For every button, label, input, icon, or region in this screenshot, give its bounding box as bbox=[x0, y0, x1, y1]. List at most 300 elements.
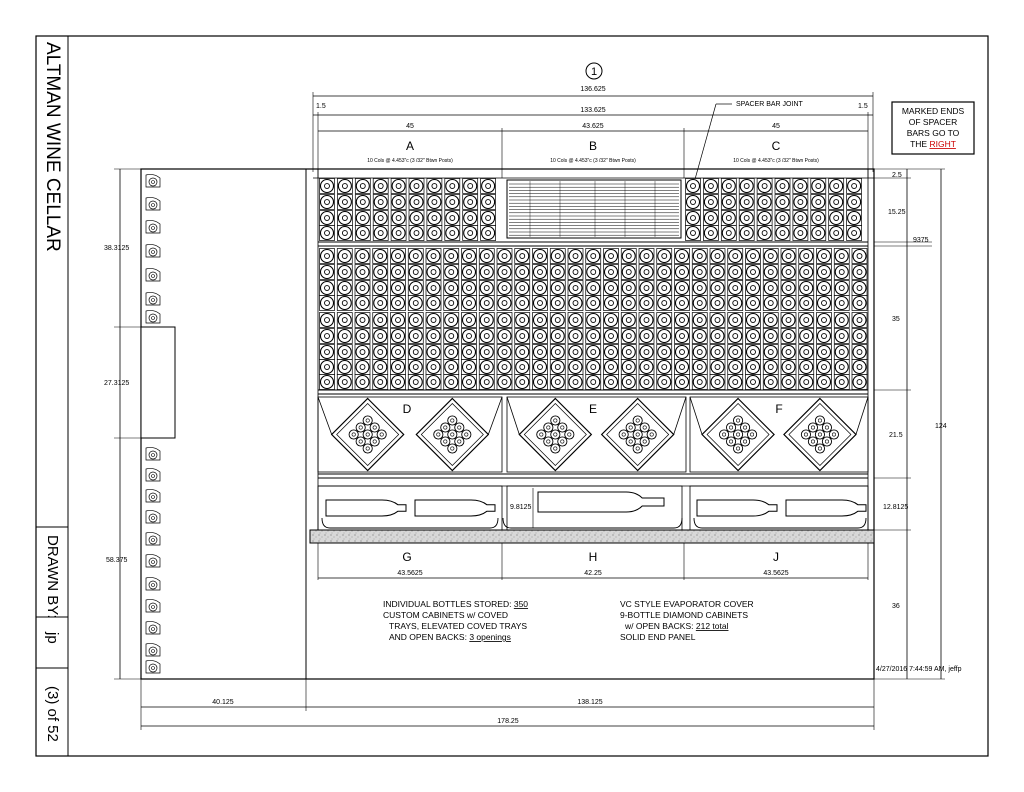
bottle-cell bbox=[550, 265, 565, 280]
diamond-bottle-neck bbox=[554, 419, 557, 422]
bottle-cell bbox=[355, 313, 370, 328]
bottle-cell bbox=[604, 375, 619, 390]
diamond-bottle bbox=[815, 430, 824, 439]
bottle-cell bbox=[373, 179, 388, 194]
bottle-cell bbox=[444, 345, 459, 360]
bottle-cell bbox=[586, 313, 601, 328]
diamond-bottle-neck bbox=[366, 447, 369, 450]
bottle-cell bbox=[852, 249, 867, 264]
bottle-cell bbox=[355, 179, 370, 194]
diamond-bottle-neck bbox=[629, 440, 632, 443]
bottle-cell bbox=[337, 211, 352, 226]
bottle-cell bbox=[793, 211, 808, 226]
diamond-bottle bbox=[441, 437, 450, 446]
bottle-cell bbox=[337, 296, 352, 311]
bottle-cell bbox=[763, 265, 778, 280]
diamond-inner bbox=[421, 404, 483, 466]
bottle-cell bbox=[757, 226, 772, 241]
bottle-cell bbox=[710, 265, 725, 280]
bottle-cell bbox=[355, 249, 370, 264]
horizontal-bottle bbox=[697, 500, 777, 516]
note-left-line-1-text: INDIVIDUAL BOTTLES STORED: bbox=[383, 599, 514, 609]
dim-right-r5: 12.8125 bbox=[883, 504, 909, 511]
bottle-cell bbox=[408, 375, 423, 390]
bottle-cell bbox=[515, 281, 530, 296]
bottle-cell bbox=[817, 249, 832, 264]
tray-cove bbox=[694, 518, 866, 528]
bottle-cell bbox=[479, 281, 494, 296]
bottle-cell bbox=[657, 249, 672, 264]
bottle-cell bbox=[847, 211, 862, 226]
bottle-cell bbox=[710, 375, 725, 390]
bottle-cell bbox=[834, 265, 849, 280]
bottle-cell bbox=[515, 360, 530, 375]
diamond-bottle bbox=[455, 423, 464, 432]
diamond-bottle-neck bbox=[458, 426, 461, 429]
bottle-cell bbox=[657, 296, 672, 311]
bottle-cell bbox=[355, 226, 370, 241]
bottle-cell bbox=[355, 195, 370, 210]
note-left-line-1 bbox=[383, 599, 528, 609]
bottle-cell bbox=[728, 345, 743, 360]
bottle-cell bbox=[781, 360, 796, 375]
bottle-cell bbox=[408, 249, 423, 264]
diamond-bottle-neck bbox=[458, 440, 461, 443]
bottle-cell bbox=[721, 226, 736, 241]
bottle-cell bbox=[408, 360, 423, 375]
bottle-cell bbox=[337, 329, 352, 344]
bottle-cell bbox=[710, 249, 725, 264]
bottle-cell bbox=[426, 249, 441, 264]
diamond-bottle-neck bbox=[643, 440, 646, 443]
diamond-bottle-neck bbox=[643, 426, 646, 429]
bottle-cell bbox=[550, 345, 565, 360]
note-left-line-4 bbox=[389, 632, 511, 642]
diamond-bottle-neck bbox=[366, 419, 369, 422]
bottle-cell bbox=[462, 360, 477, 375]
diamond-bottle-neck bbox=[352, 433, 355, 436]
bottle-cell bbox=[426, 360, 441, 375]
bottle-cell bbox=[639, 375, 654, 390]
bottle-cell bbox=[604, 249, 619, 264]
bottle-cell bbox=[817, 265, 832, 280]
bottle-cell bbox=[852, 265, 867, 280]
bottle-cell bbox=[497, 329, 512, 344]
bottle-cell bbox=[604, 345, 619, 360]
bottle-cell bbox=[373, 249, 388, 264]
diamond-bottle-neck bbox=[743, 426, 746, 429]
bottle-cell bbox=[621, 296, 636, 311]
bottle-cell bbox=[550, 296, 565, 311]
bottle-cell bbox=[692, 360, 707, 375]
bottle-cell bbox=[463, 211, 478, 226]
diamond-bottle bbox=[733, 430, 742, 439]
section-letter-a: A bbox=[405, 139, 415, 153]
diamond-label-f: F bbox=[775, 402, 783, 416]
bottle-cell bbox=[373, 360, 388, 375]
diamond-bottle bbox=[633, 430, 642, 439]
diamond-bottle-neck bbox=[736, 419, 739, 422]
diamond-bottle bbox=[726, 423, 735, 432]
bottle-cell bbox=[550, 360, 565, 375]
bottle-cell bbox=[728, 265, 743, 280]
note-box-line-4-prefix: THE bbox=[910, 139, 930, 149]
counter-top bbox=[310, 530, 874, 543]
bottle-cell bbox=[728, 249, 743, 264]
bottle-cell bbox=[426, 329, 441, 344]
diamond-bottle-neck bbox=[451, 433, 454, 436]
bottle-cell bbox=[355, 360, 370, 375]
diamond-bottle bbox=[363, 444, 372, 453]
bottle-cell bbox=[692, 265, 707, 280]
end-panel-window bbox=[141, 327, 175, 438]
bottle-cell bbox=[781, 345, 796, 360]
bottle-cell bbox=[497, 360, 512, 375]
bottle-cell bbox=[391, 226, 406, 241]
bottle-cell bbox=[811, 226, 826, 241]
bottle-cell bbox=[373, 281, 388, 296]
bottle-cell bbox=[515, 329, 530, 344]
diamond-bottle-neck bbox=[465, 433, 468, 436]
drawn-by-initials: jp bbox=[44, 632, 62, 644]
bottle-cell bbox=[320, 281, 335, 296]
diamond-bottle bbox=[808, 437, 817, 446]
diamond-bottle bbox=[640, 423, 649, 432]
diamond-bottle bbox=[441, 423, 450, 432]
diamond-bottle-neck bbox=[832, 433, 835, 436]
drawn-by-label: DRAWN BY: bbox=[44, 535, 62, 619]
bottle-cell bbox=[497, 249, 512, 264]
bottle-cell bbox=[320, 360, 335, 375]
bottle-cell bbox=[829, 179, 844, 194]
note-right-diamond-total: 212 total bbox=[695, 621, 729, 631]
diamond-bottle-neck bbox=[636, 419, 639, 422]
bottle-cell bbox=[781, 249, 796, 264]
bottle-cell bbox=[409, 226, 424, 241]
bottle-cell bbox=[479, 329, 494, 344]
bottle-cell bbox=[427, 179, 442, 194]
bottle-cell bbox=[692, 281, 707, 296]
diamond-bottle bbox=[455, 437, 464, 446]
bottle-cell bbox=[721, 195, 736, 210]
bottle-cell bbox=[320, 345, 335, 360]
bottle-cell bbox=[746, 329, 761, 344]
dim-section-b: 43.625 bbox=[582, 123, 604, 130]
bottle-cell bbox=[639, 296, 654, 311]
diamond-bottle bbox=[462, 430, 471, 439]
bottle-cell bbox=[373, 313, 388, 328]
diamond-bottle-neck bbox=[804, 433, 807, 436]
diamond-frame bbox=[332, 399, 404, 471]
bottle-cell bbox=[621, 360, 636, 375]
note-right-line-3-text: w/ OPEN BACKS: bbox=[625, 621, 696, 631]
bottle-cell bbox=[639, 360, 654, 375]
diamond-bottle-neck bbox=[818, 419, 821, 422]
diamond-bottle bbox=[448, 416, 457, 425]
bottle-cell bbox=[479, 296, 494, 311]
bottle-cell bbox=[533, 375, 548, 390]
bottle-cell bbox=[675, 313, 690, 328]
bottle-cell bbox=[639, 313, 654, 328]
diamond-bottle-neck bbox=[736, 433, 739, 436]
bottle-cell bbox=[692, 375, 707, 390]
note-left-openings: 3 openings bbox=[469, 632, 511, 642]
bottle-cell bbox=[444, 296, 459, 311]
diamond-bottle-neck bbox=[636, 447, 639, 450]
bottle-cell bbox=[586, 281, 601, 296]
dim-top-overall: 136.625 bbox=[580, 86, 606, 93]
bottle-cell bbox=[337, 360, 352, 375]
spacer-bar-leader-2 bbox=[692, 104, 716, 190]
bottle-cell bbox=[515, 313, 530, 328]
bottle-cell bbox=[834, 360, 849, 375]
bottle-cell bbox=[337, 345, 352, 360]
bottle-cell bbox=[852, 360, 867, 375]
bottle-cell bbox=[586, 360, 601, 375]
bottle-cell bbox=[657, 329, 672, 344]
bottle-cell bbox=[586, 345, 601, 360]
bottle-cell bbox=[703, 179, 718, 194]
bottle-cell bbox=[639, 281, 654, 296]
bottle-cell bbox=[586, 375, 601, 390]
diamond-bottle-neck bbox=[561, 440, 564, 443]
bottle-cell bbox=[692, 313, 707, 328]
diamond-bottle bbox=[719, 430, 728, 439]
diamond-strut bbox=[674, 397, 686, 435]
bottle-cell bbox=[852, 281, 867, 296]
bottle-cell bbox=[834, 296, 849, 311]
lower-label-h: H bbox=[588, 550, 598, 564]
bottle-cell bbox=[497, 265, 512, 280]
bottle-cell bbox=[479, 249, 494, 264]
bottle-cell bbox=[852, 345, 867, 360]
bottle-cell bbox=[444, 265, 459, 280]
diamond-frame bbox=[784, 399, 856, 471]
bottle-cell bbox=[533, 360, 548, 375]
bottle-cell bbox=[657, 313, 672, 328]
bottle-cell bbox=[675, 345, 690, 360]
diamond-bottle bbox=[363, 416, 372, 425]
bottle-cell bbox=[427, 211, 442, 226]
diamond-bottle bbox=[537, 430, 546, 439]
bottle-cell bbox=[444, 281, 459, 296]
bottle-cell bbox=[355, 375, 370, 390]
diamond-bottle bbox=[370, 437, 379, 446]
diamond-label-d: D bbox=[402, 402, 412, 416]
lower-label-j: J bbox=[773, 550, 779, 564]
diamond-bottle-neck bbox=[636, 433, 639, 436]
section-spec-a: 10 Cols @ 4.453"c (3 /32" Btwn Posts) bbox=[367, 158, 453, 164]
bottle-cell bbox=[793, 179, 808, 194]
diamond-bottle bbox=[558, 423, 567, 432]
diamond-bottle-neck bbox=[818, 433, 821, 436]
diamond-bottle bbox=[626, 423, 635, 432]
bottle-cell bbox=[355, 281, 370, 296]
bottle-cell bbox=[621, 375, 636, 390]
bottle-cell bbox=[675, 375, 690, 390]
dim-top-right-end: 1.5 bbox=[858, 103, 868, 110]
bottle-cell bbox=[373, 296, 388, 311]
bottle-cell bbox=[781, 375, 796, 390]
bottle-cell bbox=[462, 375, 477, 390]
bottle-cell bbox=[621, 265, 636, 280]
bottle-cell bbox=[799, 345, 814, 360]
bottle-cell bbox=[811, 179, 826, 194]
bottle-cell bbox=[337, 313, 352, 328]
bottle-cell bbox=[675, 281, 690, 296]
plot-timestamp: 4/27/2016 7:44:59 AM, jeffp bbox=[876, 666, 962, 673]
sheet-border bbox=[36, 36, 988, 756]
note-box-line-3: BARS GO TO bbox=[906, 128, 960, 138]
diamond-inner bbox=[789, 404, 851, 466]
section-letter-c: C bbox=[771, 139, 781, 153]
bottle-cell bbox=[320, 296, 335, 311]
bottle-cell bbox=[355, 265, 370, 280]
bottle-cell bbox=[834, 375, 849, 390]
bottle-cell bbox=[639, 249, 654, 264]
diamond-bottle-neck bbox=[729, 426, 732, 429]
bottle-cell bbox=[586, 265, 601, 280]
bottle-cell bbox=[408, 345, 423, 360]
bottle-cell bbox=[444, 375, 459, 390]
bottle-cell bbox=[320, 211, 335, 226]
diamond-bottle-neck bbox=[554, 433, 557, 436]
bottle-cell bbox=[763, 360, 778, 375]
bottle-cell bbox=[462, 296, 477, 311]
bottle-cell bbox=[533, 249, 548, 264]
bottle-cell bbox=[799, 249, 814, 264]
bottle-cell bbox=[692, 296, 707, 311]
tray-cove bbox=[503, 518, 682, 528]
bottle-cell bbox=[817, 329, 832, 344]
bottle-cell bbox=[337, 249, 352, 264]
diamond-bottle bbox=[801, 430, 810, 439]
bottle-cell bbox=[721, 179, 736, 194]
note-left-line-3: TRAYS, ELEVATED COVED TRAYS bbox=[389, 621, 528, 631]
bottle-cell bbox=[462, 281, 477, 296]
bottle-cell bbox=[533, 281, 548, 296]
bottle-cell bbox=[391, 329, 406, 344]
bottle-cell bbox=[463, 226, 478, 241]
bottle-cell bbox=[427, 226, 442, 241]
bottle-cell bbox=[533, 329, 548, 344]
bottle-cell bbox=[675, 296, 690, 311]
bottle-cell bbox=[852, 375, 867, 390]
bottle-cell bbox=[426, 296, 441, 311]
bottle-cell bbox=[515, 345, 530, 360]
bottle-cell bbox=[739, 195, 754, 210]
bottle-cell bbox=[550, 249, 565, 264]
note-right-line-3 bbox=[624, 621, 729, 631]
diamond-label-e: E bbox=[588, 402, 598, 416]
diamond-bottle bbox=[544, 437, 553, 446]
diamond-strut bbox=[488, 397, 502, 435]
bottle-cell bbox=[817, 375, 832, 390]
diamond-bottle bbox=[733, 444, 742, 453]
diamond-bottle-neck bbox=[622, 433, 625, 436]
diamond-bottle bbox=[619, 430, 628, 439]
bottle-cell bbox=[586, 249, 601, 264]
diamond-bottle bbox=[356, 437, 365, 446]
dim-lower-j: 43.5625 bbox=[763, 570, 789, 577]
bottle-cell bbox=[479, 360, 494, 375]
bottle-cell bbox=[391, 345, 406, 360]
bottle-cell bbox=[686, 226, 701, 241]
note-left-line-2: CUSTOM CABINETS w/ COVED bbox=[383, 610, 508, 620]
bottle-cell bbox=[462, 345, 477, 360]
bottle-cell bbox=[657, 375, 672, 390]
bottle-cell bbox=[834, 329, 849, 344]
bottle-cell bbox=[710, 345, 725, 360]
bottle-cell bbox=[763, 375, 778, 390]
bottle-cell bbox=[746, 296, 761, 311]
note-box-line-1: MARKED ENDS bbox=[901, 106, 965, 116]
bottle-cell bbox=[463, 195, 478, 210]
bottle-cell bbox=[710, 296, 725, 311]
bottle-cell bbox=[621, 329, 636, 344]
bottle-cell bbox=[427, 195, 442, 210]
bottle-cell bbox=[692, 345, 707, 360]
bottle-cell bbox=[710, 281, 725, 296]
bottle-cell bbox=[391, 360, 406, 375]
dim-lower-h: 42.25 bbox=[584, 570, 602, 577]
bottle-cell bbox=[355, 211, 370, 226]
diamond-bottle bbox=[565, 430, 574, 439]
diamond-bottle-neck bbox=[736, 447, 739, 450]
diamond-bottle bbox=[740, 437, 749, 446]
bottle-cell bbox=[391, 375, 406, 390]
bottle-cell bbox=[746, 375, 761, 390]
sheet-number: (3) of 52 bbox=[44, 686, 62, 742]
bottle-cell bbox=[568, 375, 583, 390]
bottle-cell bbox=[811, 195, 826, 210]
bottle-cell bbox=[763, 329, 778, 344]
bottle-cell bbox=[675, 265, 690, 280]
bottle-cell bbox=[847, 179, 862, 194]
bottle-cell bbox=[497, 345, 512, 360]
bottle-cell bbox=[568, 296, 583, 311]
bottle-cell bbox=[817, 313, 832, 328]
bottle-cell bbox=[337, 195, 352, 210]
bottle-cell bbox=[746, 249, 761, 264]
bottle-cell bbox=[497, 375, 512, 390]
bottle-cell bbox=[481, 226, 496, 241]
elevation-marker-number: 1 bbox=[590, 66, 598, 78]
horizontal-bottle bbox=[786, 500, 866, 516]
bottle-cell bbox=[675, 249, 690, 264]
bottle-cell bbox=[829, 226, 844, 241]
bottle-cell bbox=[355, 345, 370, 360]
bottle-cell bbox=[703, 195, 718, 210]
diamond-bottle-neck bbox=[359, 440, 362, 443]
diamond-bottle-neck bbox=[811, 440, 814, 443]
diamond-bottle-neck bbox=[373, 440, 376, 443]
tray-cove bbox=[322, 518, 498, 528]
diamond-bottle bbox=[551, 416, 560, 425]
bottle-cell bbox=[479, 345, 494, 360]
bottle-cell bbox=[793, 195, 808, 210]
bottle-cell bbox=[320, 195, 335, 210]
dim-section-a: 45 bbox=[406, 123, 414, 130]
dim-right-r1: 15.25 bbox=[888, 209, 906, 216]
diamond-bottle bbox=[363, 430, 372, 439]
bottle-cell bbox=[462, 313, 477, 328]
horizontal-bottle bbox=[538, 492, 664, 512]
bottle-cell bbox=[408, 281, 423, 296]
bottle-cell bbox=[799, 360, 814, 375]
bottle-cell bbox=[621, 249, 636, 264]
bottle-cell bbox=[775, 226, 790, 241]
